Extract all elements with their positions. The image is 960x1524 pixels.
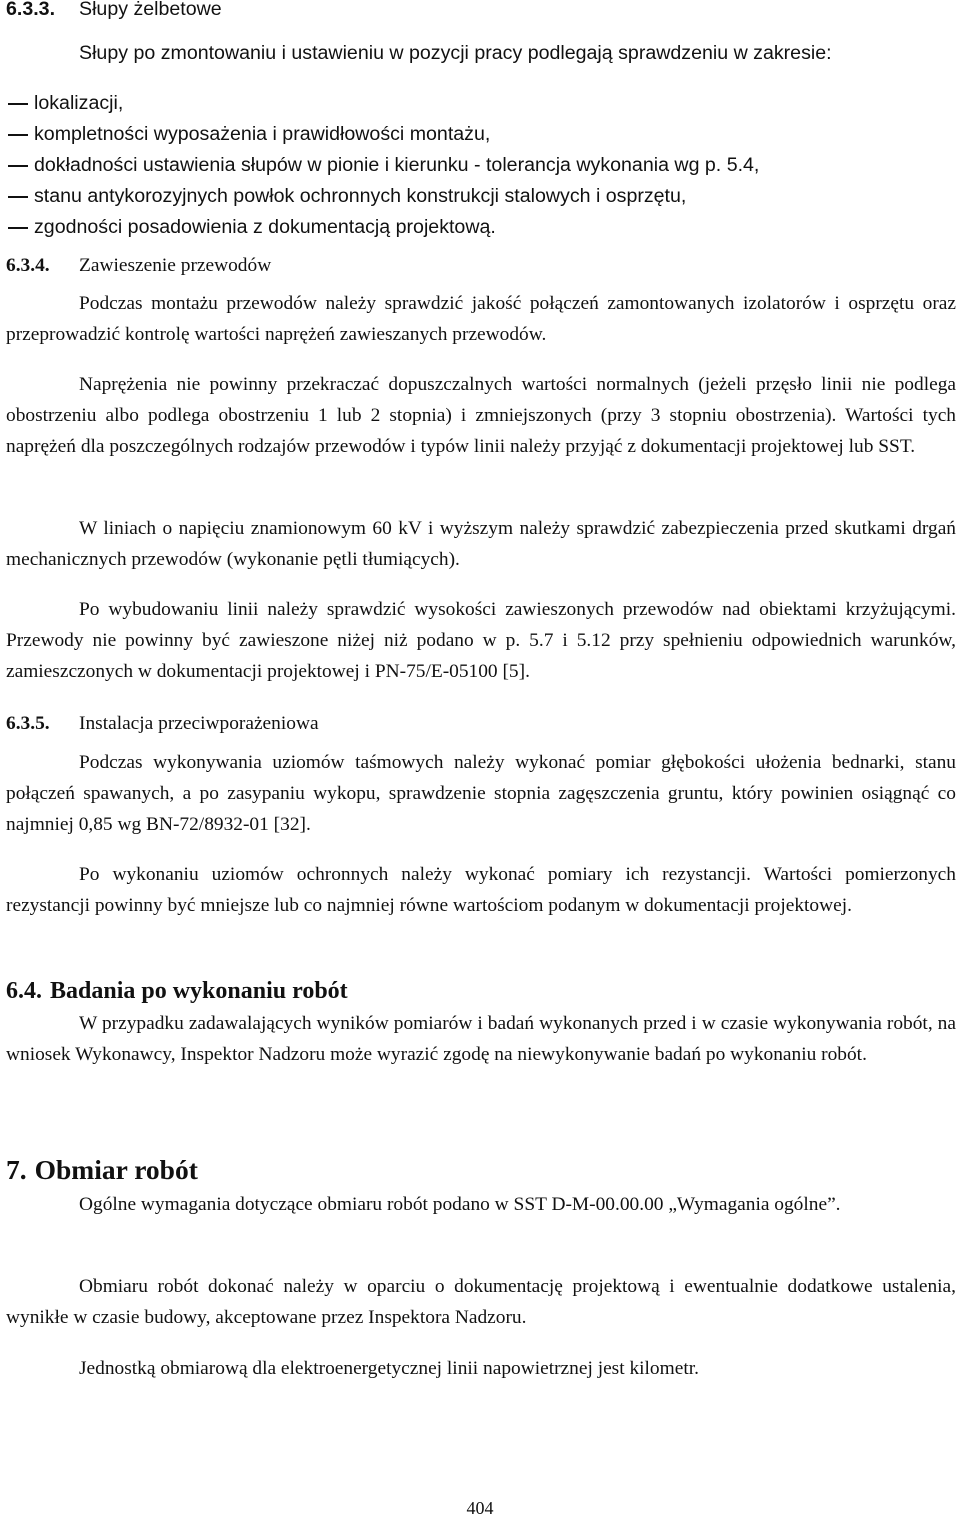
section-number: 7.: [6, 1154, 27, 1185]
paragraph: Podczas wykonywania uziomów taśmowych należy wykonać pomiar głębokości ułożenia bednarki, stanu połączeń spawanych, a po zasypaniu wykopu, sprawdzenie stopnia zagęszczenia gruntu, który powinien osiągnąć co najmniej 0,85 wg BN-72/8932-01 [32].: [6, 752, 956, 835]
section-number: 6.4.: [6, 978, 42, 1004]
section-heading-6-3-3: [6, 0, 222, 25]
paragraph: W przypadku zadawalających wyników pomiarów i badań wykonanych przed i w czasie wykonywania robót, na wniosek Wykonawcy, Inspektor Nadzoru może wyrazić zgodę na niewykonywanie badań po wykonaniu robót.: [6, 1013, 956, 1065]
dash-bullet-icon: [8, 227, 28, 229]
section-heading-6-3-4: [6, 250, 272, 281]
paragraph: Słupy po zmontowaniu i ustawieniu w pozycji pracy podlegają sprawdzeniu w zakresie:: [79, 42, 832, 64]
section-heading-6-4: [6, 976, 348, 1007]
list-item: kompletności wyposażenia i prawidłowości montażu,: [6, 119, 956, 150]
dash-bullet-icon: [8, 103, 28, 105]
paragraph: Po wykonaniu uziomów ochronnych należy wykonać pomiary ich rezystancji. Wartości pomierzonych rezystancji powinny być mniejsze lub co najmniej równe wartościom podanym w dokumentacji projektowej.: [6, 864, 956, 916]
paragraph: W liniach o napięciu znamionowym 60 kV i wyższym należy sprawdzić zabezpieczenia przed skutkami drgań mechanicznych przewodów (wykonanie pętli tłumiących).: [6, 518, 956, 570]
paragraph: Jednostką obmiarową dla elektroenergetycznej linii napowietrznej jest kilometr.: [79, 1358, 699, 1379]
paragraph: Ogólne wymagania dotyczące obmiaru robót podano w SST D-M-00.00.00 „Wymagania ogólne”.: [79, 1194, 841, 1215]
page-number: 404: [466, 1498, 494, 1518]
dash-bullet-icon: [8, 196, 28, 198]
dash-bullet-icon: [8, 134, 28, 136]
section-number: 6.3.4.: [6, 255, 50, 276]
section-number: 6.3.3.: [6, 0, 56, 20]
section-title: Badania po wykonaniu robót: [50, 978, 348, 1004]
paragraph: Podczas montażu przewodów należy sprawdzić jakość połączeń zamontowanych izolatorów i osprzętu oraz przeprowadzić kontrolę wartości naprężeń zawieszanych przewodów.: [6, 293, 956, 345]
dash-bullet-icon: [8, 165, 28, 167]
section-title: Słupy żelbetowe: [79, 0, 222, 20]
list-item: stanu antykorozyjnych powłok ochronnych konstrukcji stalowych i osprzętu,: [6, 181, 956, 212]
checklist: [6, 88, 956, 243]
list-item: dokładności ustawienia słupów w pionie i kierunku - tolerancja wykonania wg p. 5.4,: [6, 150, 956, 181]
list-item: lokalizacji,: [6, 88, 956, 119]
paragraph: Naprężenia nie powinny przekraczać dopuszczalnych wartości normalnych (jeżeli przęsło linii nie podlega obostrzeniu albo podlega obostrzeniu 1 lub 2 stopnia) i zmniejszonych (przy 3 stopniu obostrzenia). Wartości tych naprężeń dla poszczególnych rodzajów przewodów i typów linii należy przyjąć z dokumentacji projektowej lub SST.: [6, 374, 956, 457]
section-title: Zawieszenie przewodów: [79, 255, 272, 276]
list-item: zgodności posadowienia z dokumentacją projektową.: [6, 212, 956, 243]
paragraph: Po wybudowaniu linii należy sprawdzić wysokości zawieszonych przewodów nad obiektami krzyżującymi. Przewody nie powinny być zawieszone niżej niż podano w p. 5.7 i 5.12 przy spełnieniu odpowiednich warunków, zamieszczonych w dokumentacji projektowej i PN-75/E-05100 [5].: [6, 599, 956, 682]
section-title: Obmiar robót: [34, 1154, 198, 1185]
section-title: Instalacja przeciwporażeniowa: [79, 713, 319, 734]
section-heading-6-3-5: [6, 708, 319, 739]
chapter-heading-7: [6, 1154, 198, 1185]
section-number: 6.3.5.: [6, 713, 50, 734]
paragraph: Obmiaru robót dokonać należy w oparciu o dokumentację projektową i ewentualnie dodatkowe ustalenia, wynikłe w czasie budowy, akceptowane przez Inspektora Nadzoru.: [6, 1276, 956, 1328]
